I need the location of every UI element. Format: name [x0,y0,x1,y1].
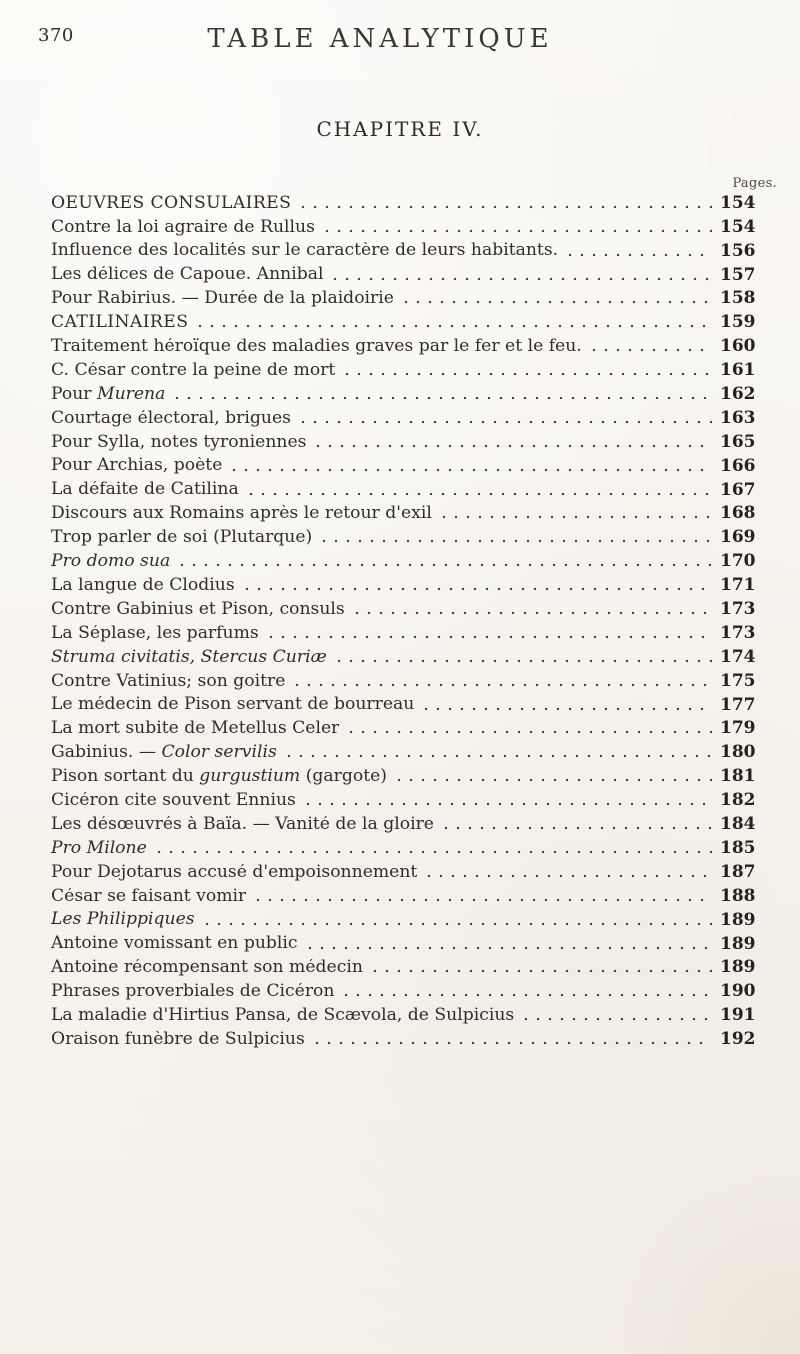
toc-leader-dots [252,897,712,903]
toc-entry-title [51,911,195,928]
toc-entry-prefix: Pour Rabirius. — Durée de la plaidoirie [51,290,394,308]
toc-entry [51,618,756,643]
toc-entry-prefix: La défaite de Catilina [51,481,239,499]
toc-entry-prefix: Le médecin de Pison servant de bourreau [51,696,415,714]
toc-leader-dots [302,801,712,807]
toc-page-number: 167 [720,479,756,500]
toc-entry [51,331,756,357]
toc-entry-prefix: Antoine récompensant son médecin [51,959,363,977]
toc-entry-title [51,935,298,952]
toc-page-number: 174 [720,646,756,667]
toc-entry-title [51,768,387,785]
toc-page-number: 185 [720,837,756,858]
toc-entry-italic: Pro domo sua [51,553,171,571]
toc-entry [51,714,756,739]
toc-leader-dots [283,753,712,759]
toc-entry-title [51,481,239,498]
toc-entry [51,475,756,500]
toc-entry-italic: Color servilis [161,744,277,762]
toc-entry [51,522,756,548]
toc-entry [51,833,756,858]
toc-entry-title [51,1031,305,1048]
toc-entry [51,929,756,954]
toc-entry [51,499,756,524]
toc-page-number: 160 [720,336,756,357]
chapter-title: CHAPITRE IV. [316,117,484,141]
toc-entry-prefix: La mort subite de Metellus Celer [51,720,340,738]
toc-page-number: 191 [720,1005,756,1026]
toc-entry-italic: Struma civitatis, Stercus Curiæ [51,648,327,666]
toc-entry-title [51,338,582,355]
toc-entry-title [51,362,335,379]
toc-entry-prefix: Cicéron cite souvent Ennius [51,791,296,810]
toc-leader-dots [194,323,712,329]
table-of-contents [51,188,756,1050]
page-number: 370 [38,25,74,46]
toc-entry-italic: Les Philippiques [51,911,195,929]
toc-entry-title [51,673,285,690]
toc-page-number: 173 [720,599,756,620]
toc-entry [51,690,756,715]
toc-entry [51,451,756,476]
toc-leader-dots [245,491,712,497]
toc-entry-title [51,553,170,570]
toc-entry-prefix: Trop parler de soi (Plutarque) [51,529,313,547]
toc-page-number: 175 [720,670,756,691]
toc-entry-title [51,959,363,976]
toc-entry-title [51,888,246,905]
toc-page-number: 190 [720,981,756,1002]
toc-leader-dots [588,347,712,353]
toc-leader-dots [440,825,712,831]
toc-entry-title [51,410,291,427]
toc-entry [51,236,756,261]
toc-page-number: 163 [720,407,756,428]
toc-page-number: 158 [720,288,756,309]
toc-entry-title [51,290,394,307]
toc-entry-prefix: Discours aux Romains après le retour d'exil [51,505,432,523]
toc-leader-dots [345,729,712,735]
toc-leader-dots [312,443,712,449]
toc-entry-prefix: Phrases proverbiales de Cicéron [51,983,335,1001]
toc-leader-dots [564,252,712,258]
toc-page-number: 154 [720,216,756,237]
toc-page-number: 156 [720,240,756,261]
toc-entry-title [51,457,222,474]
toc-entry-prefix: La maladie d'Hirtius Pansa, de Scævola, de Sulpicius [51,1006,515,1025]
toc-entry-title [51,816,434,833]
toc-entry [51,379,756,405]
toc-page-number: 162 [720,384,756,405]
toc-leader-dots [265,634,712,640]
toc-entry-prefix: Les désœuvrés à Baïa. — Vanité de la gloire [51,815,434,834]
toc-page-number: 168 [720,503,756,524]
toc-entry-prefix: César se faisant vomir [51,887,247,905]
toc-entry-title [51,577,235,594]
toc-entry [51,976,756,1002]
toc-leader-dots [171,395,712,401]
toc-entry-title [51,1007,514,1024]
toc-page-number: 181 [720,766,756,787]
toc-entry-title [51,195,291,212]
toc-entry-prefix: Pour [51,385,97,404]
toc-entry-prefix: La Séplase, les parfums [51,624,259,642]
toc-entry [51,546,756,572]
toc-page-number: 170 [720,551,756,572]
toc-entry-title [51,434,306,451]
toc-entry [51,284,756,309]
toc-entry-prefix: Contre Gabinius et Pison, consuls [51,600,345,619]
toc-entry [51,260,756,285]
toc-page-number: 189 [720,957,756,978]
toc-page-number: 188 [720,885,756,906]
toc-entry-title [51,266,323,283]
toc-entry-prefix: Courtage électoral, brigues [51,409,291,427]
toc-entry-title [51,983,334,1000]
toc-entry-title [51,696,414,713]
toc-page-number: 189 [720,909,756,930]
toc-page-number: 159 [720,312,756,333]
toc-leader-dots [318,538,712,544]
toc-page-number: 187 [720,861,756,882]
toc-entry-title [51,386,165,403]
toc-leader-dots [520,1016,712,1022]
toc-entry [51,857,756,882]
toc-page-number: 154 [720,192,756,213]
toc-page-number: 169 [720,527,756,548]
toc-leader-dots [369,968,712,974]
toc-entry [51,666,756,691]
toc-entry [51,642,756,667]
toc-entry-prefix: OEUVRES CONSULAIRES [51,194,292,212]
toc-entry-italic: Pro Milone [51,839,147,857]
toc-entry-prefix: Contre Vatinius; son goitre [51,672,286,690]
toc-page-number: 171 [720,575,756,596]
toc-entry-title [51,864,417,881]
toc-entry [51,212,756,237]
toc-entry-title [51,625,259,642]
toc-entry-prefix: Oraison funèbre de Sulpicius [51,1030,305,1049]
toc-page-number: 184 [720,814,756,835]
toc-page-number: 177 [720,694,756,715]
toc-leader-dots [438,514,712,520]
toc-entry-title [51,792,296,809]
toc-entry-prefix: Traitement héroïque des maladies graves par le fer et le feu. [51,338,582,356]
toc-entry-prefix: Les délices de Capoue. Annibal [51,266,324,284]
toc-entry-italic: Murena [96,385,166,404]
page-header [38,24,722,64]
toc-leader-dots [420,706,712,712]
toc-entry [51,785,756,811]
toc-leader-dots [341,371,712,377]
toc-entry-title [51,601,345,618]
toc-entry-title [51,314,188,331]
toc-entry-title [51,529,312,546]
toc-page-number: 189 [720,933,756,954]
toc-leader-dots [329,276,712,282]
toc-entry [51,809,756,835]
toc-entry-prefix: Contre la loi agraire de Rullus [51,218,315,236]
toc-entry-prefix: La langue de Clodius [51,576,235,595]
toc-leader-dots [393,777,712,783]
toc-leader-dots [241,586,712,592]
toc-entry-title [51,505,432,522]
toc-entry [51,188,756,213]
toc-entry-suffix: (gargote) [300,768,388,786]
toc-leader-dots [311,1040,712,1046]
toc-leader-dots [176,562,712,568]
toc-entry-prefix: Gabinius. — [51,744,162,762]
toc-entry [51,881,756,906]
toc-leader-dots [228,467,712,473]
toc-entry [51,905,756,930]
toc-entry-prefix: CATILINAIRES [51,314,189,332]
toc-entry-prefix: Influence des localités sur le caractère de leurs habitants. [51,242,559,260]
toc-entry [51,427,756,452]
toc-entry-title [51,219,315,236]
running-head: TABLE ANALYTIQUE [207,24,553,54]
toc-entry-title [51,744,277,761]
toc-leader-dots [321,228,712,234]
toc-page-number: 192 [720,1029,756,1050]
toc-entry-prefix: Pour Dejotarus accusé d'empoisonnement [51,863,418,881]
toc-entry-title [51,242,558,259]
toc-entry [51,403,756,428]
toc-entry [51,1024,756,1050]
toc-entry [51,761,756,787]
toc-leader-dots [351,610,712,616]
toc-entry-prefix: C. César contre la peine de mort [51,361,336,380]
toc-entry [51,307,756,333]
toc-entry [51,594,756,620]
toc-page-number: 180 [720,742,756,763]
toc-entry [51,737,756,763]
toc-leader-dots [297,419,712,425]
toc-leader-dots [333,658,712,664]
toc-page-number: 173 [720,622,756,643]
toc-entry-prefix: Pour Sylla, notes tyroniennes [51,433,307,451]
toc-page-number: 157 [720,264,756,285]
toc-leader-dots [400,299,712,305]
paper-stain [580,1134,800,1354]
toc-entry [51,570,756,596]
toc-entry [51,355,756,381]
toc-leader-dots [297,204,712,210]
toc-entry [51,1000,756,1026]
toc-leader-dots [153,849,712,855]
toc-page-number: 179 [720,718,756,739]
toc-page-number: 166 [720,455,756,476]
toc-entry-prefix: Antoine vomissant en public [51,935,298,953]
toc-entry [51,953,756,978]
toc-entry-prefix: Pison sortant du [51,768,200,786]
toc-page-number: 182 [720,790,756,811]
toc-entry-prefix: Pour Archias, poète [51,457,223,475]
toc-entry-title [51,720,339,737]
toc-leader-dots [340,992,712,998]
toc-entry-title [51,840,147,857]
toc-leader-dots [423,873,712,879]
toc-page-number: 161 [720,360,756,381]
toc-entry-italic: gurgustium [199,768,301,786]
toc-leader-dots [291,682,712,688]
toc-leader-dots [201,921,712,927]
pages-column-label: Pages. [732,176,777,191]
toc-page-number: 165 [720,431,756,452]
toc-entry-title [51,649,327,666]
toc-leader-dots [304,945,712,951]
